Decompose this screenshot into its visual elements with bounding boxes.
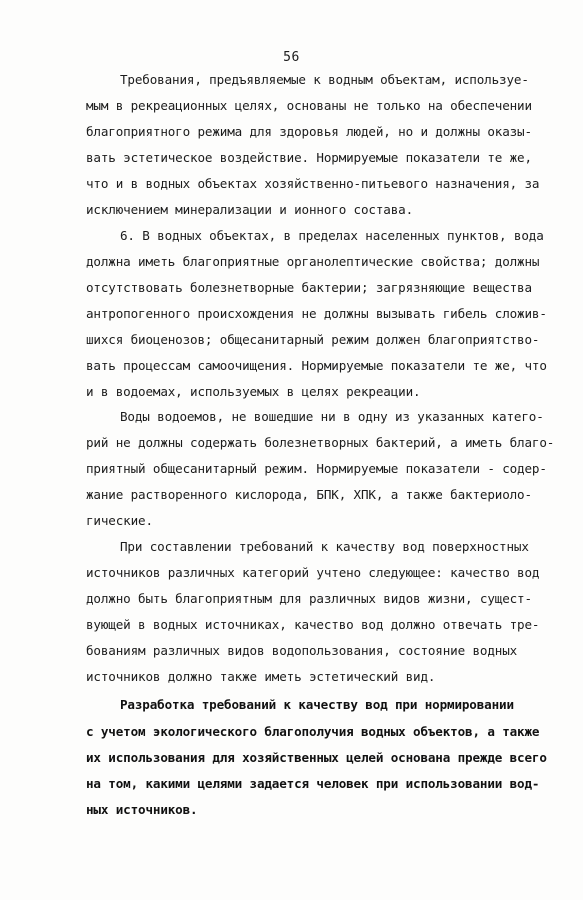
paragraph-3-line-4: жание растворенного кислорода, БПК, ХПК, а также бактериоло- bbox=[86, 487, 532, 502]
paragraph-1-line-4: вать эстетическое воздействие. Нормируемые показатели те же, bbox=[86, 150, 532, 165]
paragraph-3-line-2: рий не должны содержать болезнетворных бактерий, а иметь благо- bbox=[86, 435, 555, 450]
paragraph-5-line-2: с учетом экологического благополучия водных объектов, а также bbox=[86, 724, 540, 739]
paragraph-1-line-5: что и в водных объектах хозяйственно-питьевого назначения, за bbox=[86, 176, 540, 191]
paragraph-1-line-3: благоприятного режима для здоровья людей, но и должны оказы- bbox=[86, 124, 532, 139]
paragraph-1-line-6: исключением минерализации и ионного состава. bbox=[86, 202, 414, 217]
paragraph-1-line-2: мым в рекреационных целях, основаны не только на обеспечении bbox=[86, 98, 532, 113]
paragraph-5-line-1: Разработка требований к качеству вод при нормировании bbox=[120, 697, 514, 712]
paragraph-2-line-1: 6. В водных объектах, в пределах населенных пунктов, вода bbox=[120, 228, 544, 243]
paragraph-2-line-4: антропогенного происхождения не должны вызывать гибель сложив- bbox=[86, 306, 547, 321]
paragraph-5-line-4: на том, какими целями задается человек при использовании вод- bbox=[86, 776, 540, 791]
paragraph-2-line-3: отсутствовать болезнетворные бактерии; загрязняющие вещества bbox=[86, 280, 532, 295]
paragraph-4-line-4: вующей в водных источниках, качество вод должно отвечать тре- bbox=[86, 617, 540, 632]
paragraph-2-line-2: должна иметь благоприятные органолептические свойства; должны bbox=[86, 254, 540, 269]
page-number: 56 bbox=[283, 50, 300, 65]
paragraph-4-line-5: бованиям различных видов водопользования, состояние водных bbox=[86, 643, 518, 658]
paragraph-1-line-1: Требования, предъявляемые к водным объектам, используе- bbox=[120, 72, 529, 87]
paragraph-4-line-2: источников различных категорий учтено следующее: качество вод bbox=[86, 565, 540, 580]
paragraph-5-line-5: ных источников. bbox=[86, 802, 198, 817]
paragraph-2-line-5: шихся биоценозов; общесанитарный режим должен благоприятство- bbox=[86, 332, 540, 347]
paragraph-2-line-6: вать процессам самоочищения. Нормируемые показатели те же, что bbox=[86, 358, 547, 373]
paragraph-4-line-1: При составлении требований к качеству вод поверхностных bbox=[120, 539, 529, 554]
paragraph-3-line-1: Воды водоемов, не вошедшие ни в одну из указанных катего- bbox=[120, 409, 544, 424]
paragraph-3-line-5: гические. bbox=[86, 513, 153, 528]
paragraph-4-line-3: должно быть благоприятным для различных видов жизни, сущест- bbox=[86, 591, 532, 606]
paragraph-3-line-3: приятный общесанитарный режим. Нормируемые показатели - содер- bbox=[86, 461, 547, 476]
paragraph-5-line-3: их использования для хозяйственных целей основана прежде всего bbox=[86, 750, 547, 765]
paragraph-4-line-6: источников должно также иметь эстетический вид. bbox=[86, 669, 436, 684]
paragraph-2-line-7: и в водоемах, используемых в целях рекреации. bbox=[86, 384, 421, 399]
